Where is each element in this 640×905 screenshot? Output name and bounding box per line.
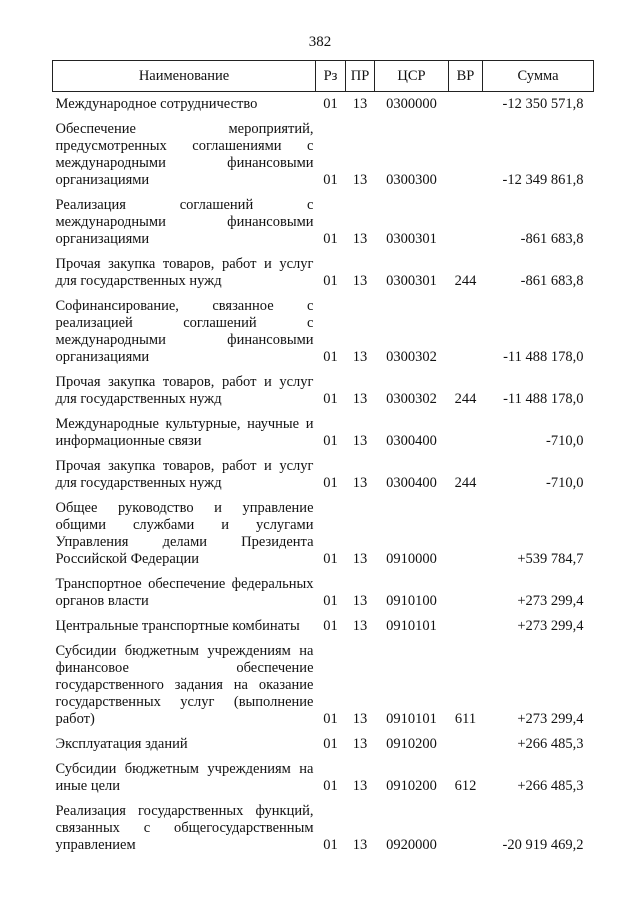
row-sum: -12 350 571,8 (502, 96, 584, 112)
row-pr: 13 (352, 618, 368, 634)
row-rz: 01 (323, 475, 338, 491)
row-rz: 01 (323, 349, 338, 365)
row-sum: -861 683,8 (520, 273, 584, 289)
row-pr: 13 (352, 778, 368, 794)
table-row (53, 293, 594, 369)
row-vr (449, 92, 483, 117)
header-vr: ВР (449, 61, 483, 92)
row-rz: 01 (323, 778, 338, 794)
row-pr: 13 (352, 349, 368, 365)
row-name: Реализация государственных функций, связанных с общегосударственным управлением (55, 803, 314, 853)
row-vr (449, 411, 483, 453)
row-vr: 244 (454, 391, 477, 407)
table-row (53, 192, 594, 251)
row-vr (449, 571, 483, 613)
row-pr: 13 (352, 475, 368, 491)
table-body (53, 92, 594, 858)
row-pr: 13 (352, 711, 368, 727)
row-csr: 0300301 (386, 231, 437, 247)
row-sum: -861 683,8 (520, 231, 584, 247)
header-pr: ПР (346, 61, 375, 92)
row-pr: 13 (352, 231, 368, 247)
row-vr: 244 (454, 273, 477, 289)
row-sum: -11 488 178,0 (503, 391, 584, 407)
row-vr (449, 731, 483, 756)
row-pr: 13 (352, 433, 368, 449)
table-row (53, 495, 594, 571)
row-vr (449, 116, 483, 192)
row-rz: 01 (323, 96, 338, 112)
row-csr: 0300000 (386, 96, 437, 112)
row-name: Обеспечение мероприятий, предусмотренных соглашениями с международными финансовыми организациями (55, 121, 314, 188)
row-pr: 13 (352, 551, 368, 567)
table-header (53, 61, 594, 92)
row-vr (449, 613, 483, 638)
row-rz: 01 (323, 593, 338, 609)
row-name: Эксплуатация зданий (55, 736, 188, 752)
row-csr: 0300400 (386, 433, 437, 449)
row-vr (449, 293, 483, 369)
row-csr: 0910101 (386, 618, 437, 634)
table-row (53, 638, 594, 731)
row-name: Прочая закупка товаров, работ и услуг для государственных нужд (55, 458, 314, 491)
page-number: 382 (308, 34, 332, 50)
header-csr: ЦСР (375, 61, 449, 92)
row-name: Софинансирование, связанное с реализацией соглашений с международными финансовыми организациями (55, 298, 314, 365)
table-row (53, 116, 594, 192)
row-vr (449, 798, 483, 857)
row-name: Прочая закупка товаров, работ и услуг для государственных нужд (55, 256, 314, 289)
row-pr: 13 (352, 273, 368, 289)
row-sum: +539 784,7 (517, 551, 584, 567)
row-csr: 0910200 (386, 778, 437, 794)
table-row (53, 453, 594, 495)
row-pr: 13 (352, 837, 368, 853)
row-rz: 01 (323, 391, 338, 407)
row-sum: +266 485,3 (517, 778, 584, 794)
row-sum: -20 919 469,2 (502, 837, 584, 853)
row-sum: -12 349 861,8 (502, 172, 584, 188)
row-rz: 01 (323, 837, 338, 853)
row-rz: 01 (323, 273, 338, 289)
row-csr: 0300400 (386, 475, 437, 491)
header-sum: Сумма (483, 61, 594, 92)
row-rz: 01 (323, 618, 338, 634)
row-csr: 0300300 (386, 172, 437, 188)
table-row (53, 571, 594, 613)
table-row (53, 731, 594, 756)
row-vr: 244 (454, 475, 477, 491)
table-row (53, 92, 594, 117)
row-csr: 0300302 (386, 349, 437, 365)
row-csr: 0300301 (386, 273, 437, 289)
row-sum: +273 299,4 (517, 593, 584, 609)
table-row (53, 411, 594, 453)
row-pr: 13 (352, 96, 368, 112)
row-name: Реализация соглашений с международными финансовыми организациями (55, 197, 314, 247)
budget-table (52, 60, 594, 857)
table-row (53, 798, 594, 857)
row-rz: 01 (323, 711, 338, 727)
row-pr: 13 (352, 172, 368, 188)
row-csr: 0910100 (386, 593, 437, 609)
row-sum: -710,0 (546, 433, 584, 449)
table-row (53, 613, 594, 638)
row-rz: 01 (323, 433, 338, 449)
row-csr: 0920000 (386, 837, 437, 853)
row-name: Субсидии бюджетным учреждениям на иные цели (55, 761, 314, 794)
row-sum: +273 299,4 (517, 711, 584, 727)
row-sum: -710,0 (546, 475, 584, 491)
row-rz: 01 (323, 736, 338, 752)
row-sum: +273 299,4 (517, 618, 584, 634)
row-pr: 13 (352, 736, 368, 752)
header-name: Наименование (53, 61, 316, 92)
row-vr (449, 192, 483, 251)
table-row (53, 756, 594, 798)
row-name: Субсидии бюджетным учреждениям на финансовое обеспечение государственного задания на оказание государственных услуг (выполнение работ) (55, 643, 314, 727)
row-pr: 13 (352, 391, 368, 407)
row-name: Прочая закупка товаров, работ и услуг для государственных нужд (55, 374, 314, 407)
row-csr: 0910200 (386, 736, 437, 752)
row-rz: 01 (323, 231, 338, 247)
row-name: Общее руководство и управление общими службами и услугами Управления делами Президента Российской Федерации (55, 500, 314, 567)
row-csr: 0300302 (386, 391, 437, 407)
table-row (53, 251, 594, 293)
row-name: Международные культурные, научные и информационные связи (55, 416, 314, 449)
row-name: Международное сотрудничество (55, 96, 258, 112)
table-row (53, 369, 594, 411)
row-sum: -11 488 178,0 (503, 349, 584, 365)
row-sum: +266 485,3 (517, 736, 584, 752)
row-csr: 0910101 (386, 711, 437, 727)
row-pr: 13 (352, 593, 368, 609)
row-name: Центральные транспортные комбинаты (55, 618, 300, 634)
row-rz: 01 (323, 172, 338, 188)
row-vr: 611 (454, 711, 477, 727)
row-csr: 0910000 (386, 551, 437, 567)
row-rz: 01 (323, 551, 338, 567)
row-vr (449, 495, 483, 571)
row-vr: 612 (454, 778, 477, 794)
header-rz: Рз (316, 61, 346, 92)
row-name: Транспортное обеспечение федеральных органов власти (55, 576, 314, 609)
